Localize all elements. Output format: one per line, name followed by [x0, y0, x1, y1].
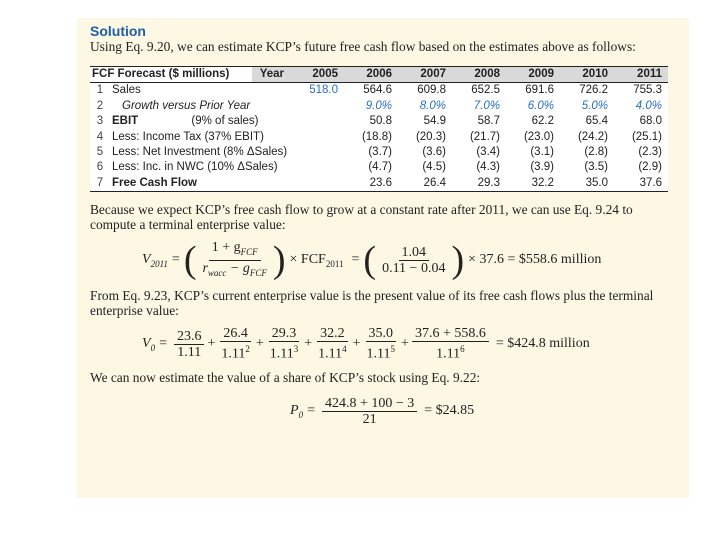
cell: (4.3)	[476, 161, 500, 174]
table-row	[90, 145, 668, 160]
eq2-term: $\frac{32.2}{1.11^4}$	[318, 326, 347, 363]
row-label: Free Cash Flow	[110, 176, 290, 192]
cell: (2.8)	[584, 146, 608, 159]
eq1-growth-fraction: $\frac{1 + g_{FCF}}{r_{wacc} - g_{FCF}}$	[202, 239, 267, 278]
cell	[290, 160, 344, 175]
intro-paragraph: Using Eq. 9.20, we can estimate KCP’s future free cash flow based on the estimates above as follows:	[90, 39, 636, 54]
row-label: Growth versus Prior Year	[122, 99, 251, 112]
cell: (18.8)	[361, 130, 392, 143]
cell: (21.7)	[469, 130, 500, 143]
cell: 5.0%	[581, 99, 608, 112]
row-index: 2	[96, 99, 104, 112]
year-cell: 2005	[290, 67, 344, 83]
row-index: 5	[96, 146, 104, 159]
cell: (24.2)	[577, 130, 608, 143]
cell	[290, 176, 344, 192]
cell: 37.6	[614, 176, 668, 192]
solution-heading: Solution	[90, 23, 146, 39]
cell: (2.9)	[638, 161, 662, 174]
table-row	[90, 99, 668, 114]
row-index: 7	[90, 176, 110, 192]
eq2-term: $\frac{29.3}{1.11^3}$	[269, 326, 299, 363]
cell: (20.3)	[415, 130, 446, 143]
cell: 518.0	[309, 84, 338, 97]
table-row	[90, 83, 668, 99]
row-index: 6	[96, 161, 104, 174]
cell: 6.0%	[527, 99, 554, 112]
cell	[290, 145, 344, 160]
year-cell: 2007	[398, 67, 452, 83]
cell: 609.8	[417, 84, 446, 97]
enterprise-value-equation: $V_0$ = $\frac{23.6}{1.11}$ + $\frac{26.4}{1.11^2}$ + $\frac{29.3}{1.11^3}$ + $\frac{32.2}{1.11^4}$ + $\frac{35.0}{1.11^5}$ + $\frac{37.6 + 558.6}{1.11^6}$ = $424.8 million	[142, 326, 590, 363]
cell: (4.7)	[368, 161, 392, 174]
cell: 58.7	[477, 115, 500, 128]
cell: (3.7)	[368, 146, 392, 159]
cell: 755.3	[633, 84, 662, 97]
cell: 23.6	[344, 176, 398, 192]
cell: 50.8	[369, 115, 392, 128]
row-index: 1	[96, 84, 104, 97]
cell: 7.0%	[473, 99, 500, 112]
cell: 35.0	[560, 176, 614, 192]
cell: 726.2	[579, 84, 608, 97]
table-row	[90, 130, 668, 145]
eq2-term: $\frac{35.0}{1.11^5}$	[366, 326, 396, 363]
cell: (2.3)	[638, 146, 662, 159]
row-index: 4	[96, 130, 104, 143]
fcf-forecast-table	[90, 66, 668, 192]
cell	[290, 99, 344, 114]
cell: (3.4)	[476, 146, 500, 159]
cell: 54.9	[423, 115, 446, 128]
table-row	[90, 176, 668, 192]
cell: 29.3	[452, 176, 506, 192]
year-cell: 2009	[506, 67, 560, 83]
enterprise-value-paragraph: From Eq. 9.23, KCP’s current enterprise value is the present value of its free cash flows plus the terminal enterprise value:	[90, 288, 654, 319]
row-label: Less: Net Investment (8% ΔSales)	[112, 146, 288, 159]
eq3-result: = $24.85	[424, 403, 475, 419]
cell	[290, 114, 344, 129]
eq1-lhs: $V_{2011}$	[142, 251, 168, 269]
year-cell: 2011	[614, 67, 668, 83]
eq3-fraction: $\frac{424.8 + 100 - 3}{21}$	[322, 396, 417, 427]
eq1-result: × 37.6 = $558.6 million	[468, 252, 602, 268]
eq2-term: $\frac{23.6}{1.11}$	[174, 329, 205, 360]
eq2-term: $\frac{26.4}{1.11^2}$	[221, 326, 250, 363]
table-row	[90, 160, 668, 175]
row-label-text: EBIT	[112, 115, 139, 128]
cell: (4.5)	[422, 161, 446, 174]
cell: 62.2	[531, 115, 554, 128]
row-label: Sales	[112, 84, 141, 97]
cell	[290, 130, 344, 145]
terminal-value-equation: $V_{2011}$ = ( $\frac{1 + g_{FCF}}{r_{wacc} - g_{FCF}}$ ) × $FCF_{2011}$ = ( $\frac{1.04}{0.11 - 0.04}$ ) × 37.6 = $558.6 million	[142, 239, 602, 282]
cell: (3.1)	[530, 146, 554, 159]
cell: (23.0)	[523, 130, 554, 143]
table-title: FCF Forecast ($ millions)	[90, 67, 252, 83]
cell: 564.6	[363, 84, 392, 97]
eq2-result: = $424.8 million	[495, 336, 590, 352]
table-row	[90, 114, 668, 129]
cell: (25.1)	[631, 130, 662, 143]
cell: 652.5	[471, 84, 500, 97]
row-label: Less: Inc. in NWC (10% ΔSales)	[112, 161, 278, 174]
share-value-paragraph: We can now estimate the value of a share of KCP’s stock using Eq. 9.22:	[90, 370, 481, 386]
cell: 65.4	[585, 115, 608, 128]
year-label: Year	[252, 67, 290, 83]
solution-panel	[77, 18, 689, 498]
year-cell: 2008	[452, 67, 506, 83]
share-value-equation: $P_0$ = $\frac{424.8 + 100 - 3}{21}$ = $24.85	[290, 395, 475, 427]
eq2-term: $\frac{37.6 + 558.6}{1.11^6}$	[412, 326, 489, 362]
year-cell: 2006	[344, 67, 398, 83]
cell: 68.0	[639, 115, 662, 128]
row-label	[110, 114, 290, 129]
cell: 26.4	[398, 176, 452, 192]
cell: 691.6	[525, 84, 554, 97]
row-label: Less: Income Tax (37% EBIT)	[112, 130, 264, 143]
cell: 9.0%	[365, 99, 392, 112]
table-header-row	[90, 67, 668, 83]
cell: (3.6)	[422, 146, 446, 159]
row-label-suffix: (9% of sales)	[191, 115, 259, 128]
cell: 32.2	[506, 176, 560, 192]
eq1-numeric-fraction: $\frac{1.04}{0.11 - 0.04}$	[382, 244, 446, 276]
cell: 8.0%	[419, 99, 446, 112]
cell: 4.0%	[635, 99, 662, 112]
year-cell: 2010	[560, 67, 614, 83]
row-index: 3	[96, 115, 104, 128]
terminal-value-paragraph: Because we expect KCP’s free cash flow to grow at a constant rate after 2011, we can use Eq. 9.24 to compute a terminal enterprise value:	[90, 202, 633, 233]
cell: (3.9)	[530, 161, 554, 174]
cell: (3.5)	[584, 161, 608, 174]
